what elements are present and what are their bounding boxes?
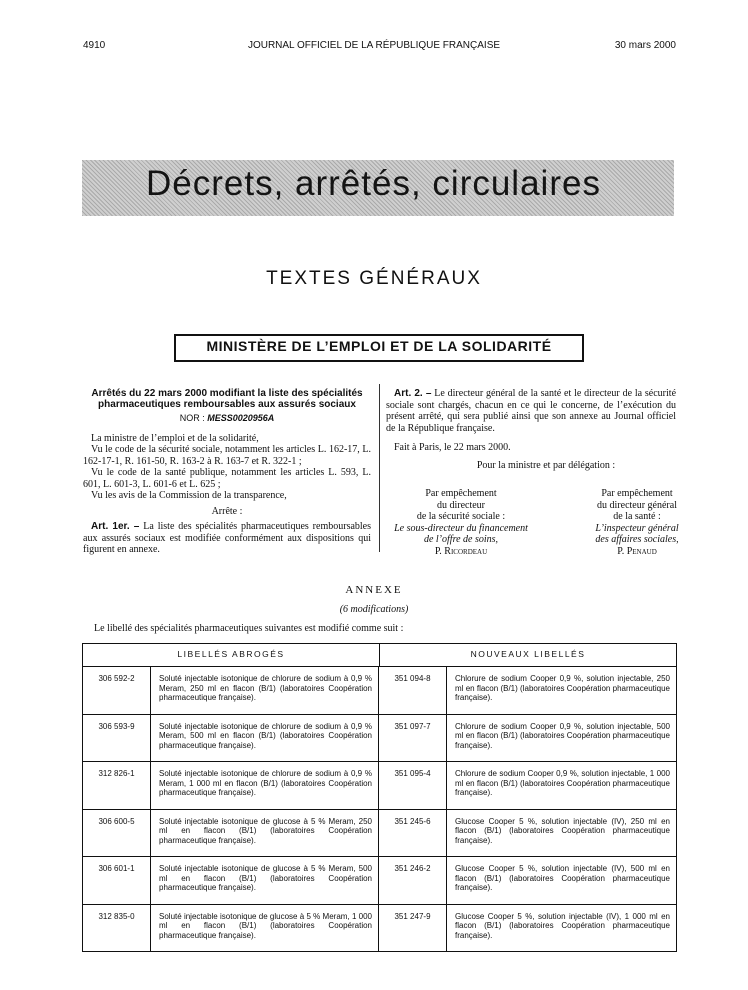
new-code-cell: 351 097-7 [379, 715, 447, 762]
signature-line: de l’offre de soins, [423, 534, 499, 545]
signature-line: du directeur général [597, 499, 677, 511]
arrete-heading: Arrête : [211, 505, 243, 517]
table-row [83, 667, 676, 715]
publication-date: 30 mars 2000 [614, 40, 676, 51]
old-label-cell: Soluté injectable isotonique de glucose à 5 % Meram, 500 ml en flacon (B/1) (laboratoires Coopération pharmaceutique française). [151, 857, 379, 904]
right-column [386, 388, 676, 471]
new-label-cell: Chlorure de sodium Cooper 0,9 %, solution injectable, 500 ml en flacon (B/1) (laboratoires Coopération pharmaceutique française). [455, 721, 670, 750]
new-code-cell: 351 247-9 [379, 905, 447, 952]
new-label-cell: Glucose Cooper 5 %, solution injectable (IV), 1 000 ml en flacon (B/1) (laboratoires Coopération pharmaceutique française). [455, 911, 670, 940]
table-row [83, 762, 676, 810]
new-code-cell: 351 246-2 [379, 857, 447, 904]
old-code-cell: 312 826-1 [83, 762, 151, 809]
new-label-cell: Glucose Cooper 5 %, solution injectable (IV), 500 ml en flacon (B/1) (laboratoires Coopération pharmaceutique française). [455, 864, 670, 892]
old-label-cell: Soluté injectable isotonique de glucose à 5 % Meram, 1 000 ml en flacon (B/1) (laboratoires Coopération pharmaceutique française). [151, 905, 379, 952]
annexe-subtitle: (6 modifications) [339, 604, 409, 615]
section-title: TEXTES GÉNÉRAUX [266, 268, 482, 289]
table-body [83, 667, 676, 951]
paragraph: Vu les avis de la Commission de la transparence, [91, 490, 287, 501]
page-number: 4910 [83, 40, 106, 51]
delegation-line: Pour la ministre et par délégation : [476, 459, 616, 471]
new-label-cell: Chlorure de sodium Cooper 0,9 %, solution injectable, 1 000 ml en flacon (B/1) (laboratoires Coopération pharmaceutique française). [455, 769, 670, 797]
fait-a-paris: Fait à Paris, le 22 mars 2000. [394, 442, 511, 453]
old-code-cell: 306 593-9 [83, 715, 151, 762]
annexe-intro: Le libellé des spécialités pharmaceutiques suivantes est modifié comme suit : [94, 623, 404, 634]
annexe-title: ANNEXE [345, 584, 403, 596]
old-code-cell: 306 600-5 [83, 810, 151, 857]
signature-line: Par empêchement [601, 488, 673, 499]
old-label-cell: Soluté injectable isotonique de chlorure de sodium à 0,9 % Meram, 250 ml en flacon (B/1) (laboratoires Coopération pharmaceutique française). [151, 667, 379, 714]
signatory-name: P. Penaud [617, 545, 657, 557]
banner-title: Décrets, arrêtés, circulaires [146, 164, 601, 203]
table-row [83, 715, 676, 763]
new-label-cell: Glucose Cooper 5 %, solution injectable (IV), 250 ml en flacon (B/1) (laboratoires Coopération pharmaceutique française). [455, 816, 670, 845]
signatory-name: P. Ricordeau [434, 545, 488, 557]
signature-line: de la santé : [613, 511, 661, 522]
article-2 [386, 388, 676, 434]
signature-right [582, 488, 692, 557]
article-1 [83, 521, 371, 556]
table-header [83, 644, 676, 667]
column-divider [379, 384, 380, 552]
left-column [83, 388, 371, 556]
signature-line: Par empêchement [425, 488, 497, 499]
article-1-label: Art. 1er. – [91, 521, 140, 532]
ministry-title: MINISTÈRE DE L’EMPLOI ET DE LA SOLIDARITÉ [206, 338, 552, 354]
article-2-label: Art. 2. – [394, 388, 432, 399]
signature-line: L’inspecteur général [595, 522, 679, 534]
article-2-text: Le directeur général de la santé et le directeur de la sécurité sociale sont chargés, chacun en ce qui le concerne, de l’exécution du présent arrêté, qui sera publié ainsi que son annexe au Journal officiel de la République française. [386, 388, 677, 434]
table-row [83, 810, 676, 858]
old-code-cell: 312 835-0 [83, 905, 151, 952]
annexe-table [82, 643, 677, 952]
article-1-text: La liste des spécialités pharmaceutiques remboursables aux assurés sociaux est modifiée conformément aux dispositions qui figurent en annexe. [83, 521, 372, 555]
nor-reference [83, 413, 371, 425]
table-row [83, 905, 676, 952]
nor-value: MESS0020956A [207, 413, 275, 423]
signature-line: des affaires sociales, [595, 534, 679, 545]
signature-line: du directeur [436, 499, 486, 511]
old-code-cell: 306 592-2 [83, 667, 151, 714]
new-code-cell: 351 095-4 [379, 762, 447, 809]
old-label-cell: Soluté injectable isotonique de chlorure de sodium à 0,9 % Meram, 1 000 ml en flacon (B/1) (laboratoires Coopération pharmaceutique française). [151, 762, 379, 809]
signature-left [386, 488, 536, 557]
new-code-cell: 351 094-8 [379, 667, 447, 714]
paragraph: La ministre de l’emploi et de la solidarité, [91, 432, 259, 444]
column-header-abroges: LIBELLÉS ABROGÉS [83, 644, 380, 666]
paragraph: Vu le code de la sécurité sociale, notamment les articles L. 162-17, L. 162-17-1, R. 161-50, R. 163-2 à R. 163-7 et R. 322-1 ; [83, 444, 371, 467]
signature-line: Le sous-directeur du financement [394, 522, 528, 534]
table-row [83, 857, 676, 905]
old-label-cell: Soluté injectable isotonique de glucose à 5 % Meram, 250 ml en flacon (B/1) (laboratoires Coopération pharmaceutique française). [151, 810, 379, 857]
old-code-cell: 306 601-1 [83, 857, 151, 904]
paragraph: Vu le code de la santé publique, notamment les articles L. 593, L. 601, L. 601-3, L. 601-6 et L. 625 ; [83, 467, 371, 490]
old-label-cell: Soluté injectable isotonique de chlorure de sodium à 0,9 % Meram, 500 ml en flacon (B/1) (laboratoires Coopération pharmaceutique française). [151, 715, 379, 762]
signature-line: de la sécurité sociale : [416, 511, 506, 522]
journal-title: JOURNAL OFFICIEL DE LA RÉPUBLIQUE FRANÇAISE [247, 40, 501, 51]
nor-label: NOR : [179, 413, 205, 423]
decree-title: Arrêtés du 22 mars 2000 modifiant la liste des spécialités pharmaceutiques remboursables aux assurés sociaux [91, 388, 363, 410]
column-header-nouveaux: NOUVEAUX LIBELLÉS [470, 649, 586, 660]
new-label-cell: Chlorure de sodium Cooper 0,9 %, solution injectable, 250 ml en flacon (B/1) (laboratoires Coopération pharmaceutique française). [455, 674, 670, 702]
new-code-cell: 351 245-6 [379, 810, 447, 857]
